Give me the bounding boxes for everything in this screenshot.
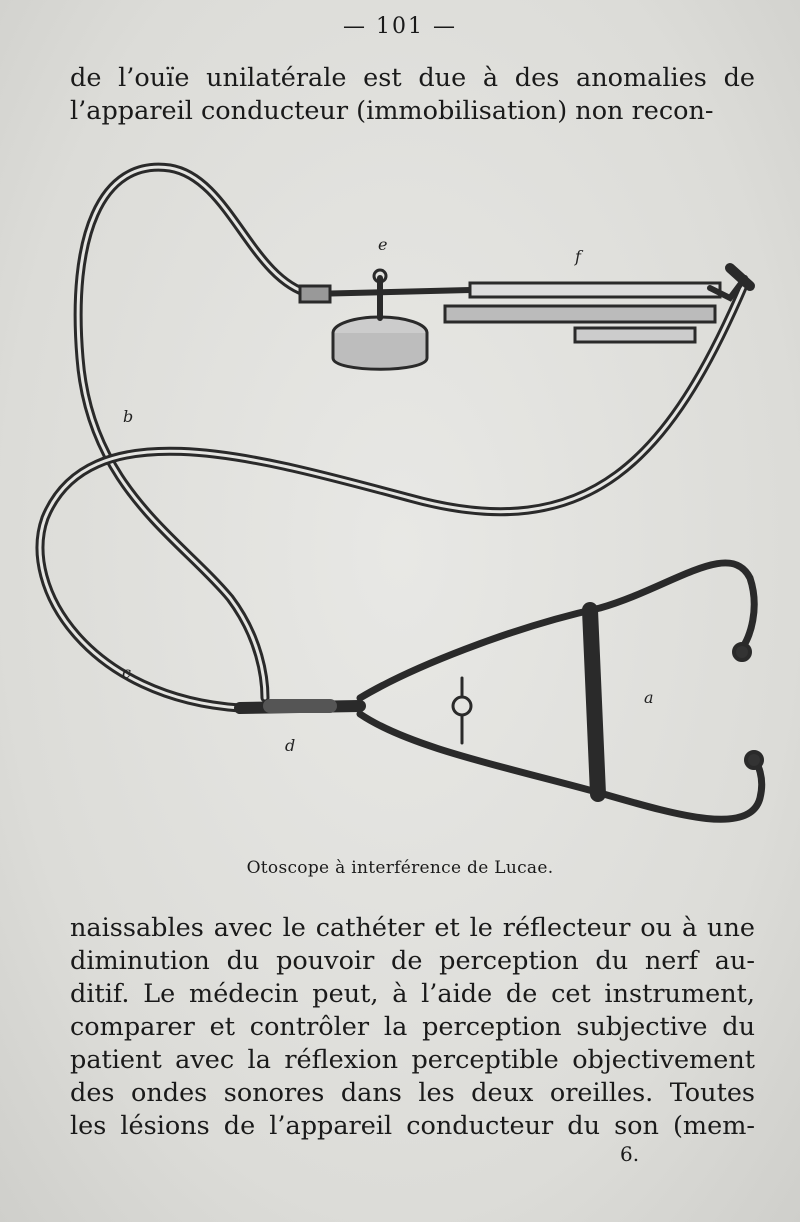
bottom-paragraph [70,912,755,1143]
otoscope-illustration [30,158,775,858]
label-d: d [285,736,296,755]
label-f: f [575,247,581,266]
earpiece-upper [734,644,750,660]
figure-caption: Otoscope à interférence de Lucae. [246,858,554,878]
signature-mark: 6. [620,1142,640,1166]
label-c: c [122,663,131,682]
text-line: des ondes sonores dans les deux oreilles. Toutes [70,1078,755,1108]
text-line: ditif. Le médecin peut, à l’aide de cet instrument, [70,979,755,1009]
text-line: les lésions de l’appareil conducteur du son (mem- [70,1111,755,1141]
earpiece-lower [746,752,762,768]
headset-a [590,610,598,794]
text-line: patient avec la réflexion perceptible objectivement [70,1045,755,1075]
page-number: — 101 — [343,14,457,39]
text-line: de l’ouïe unilatérale est due à des anomalies de [70,63,755,93]
top-paragraph [70,62,755,128]
text-line: comparer et contrôler la perception subjective du [70,1012,755,1042]
label-b: b [123,407,134,426]
text-line: naissables avec le cathéter et le réflecteur ou à une [70,913,755,943]
label-a: a [644,688,654,707]
tube-b [78,167,310,698]
label-e: e [378,235,388,254]
text-line: l’appareil conducteur (immobilisation) non recon- [70,96,714,126]
text-line: diminution du pouvoir de perception du nerf au- [70,946,755,976]
branch-lower [360,714,762,819]
branch-upper [360,563,754,698]
tuning-fork-f [310,290,470,294]
